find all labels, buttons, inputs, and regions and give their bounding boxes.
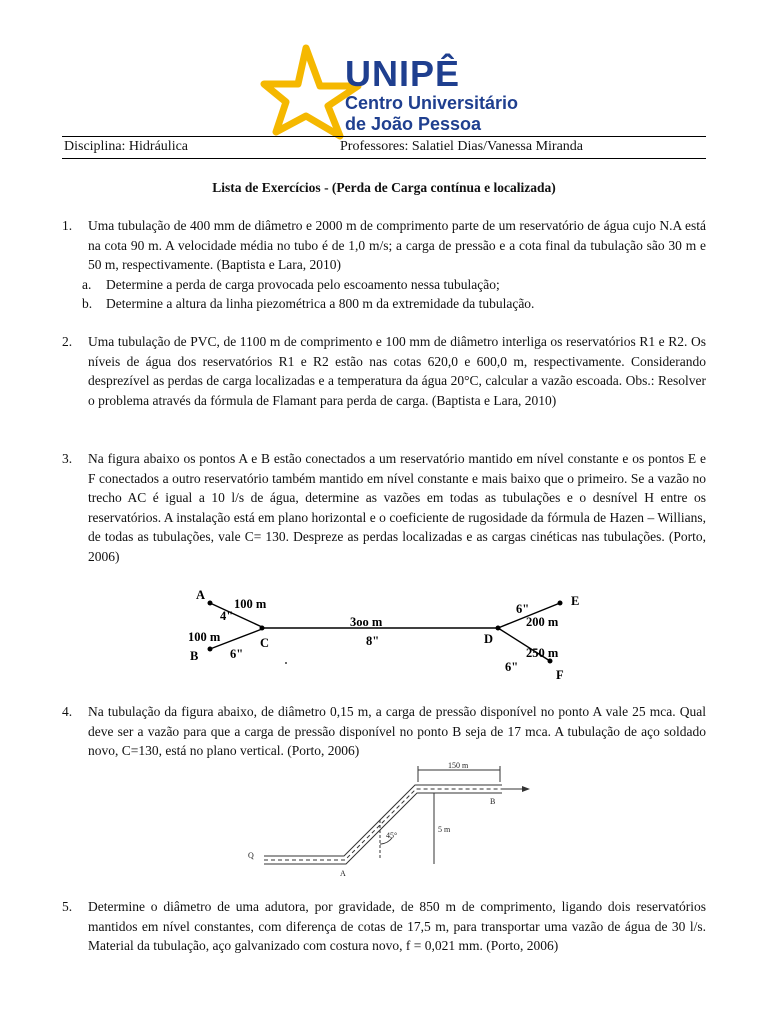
- node-C: [260, 626, 265, 631]
- brand-block: [345, 55, 518, 135]
- pipe-inner-line: [264, 793, 502, 864]
- pipe-outer: [264, 785, 502, 856]
- subquestion-a: [82, 275, 706, 295]
- label-B: B: [490, 797, 496, 806]
- pipe-centerline: [264, 789, 502, 860]
- header-bottom-rule: [62, 158, 706, 159]
- question-number: 1.: [62, 218, 73, 233]
- question-2: [62, 332, 706, 410]
- question-4: [62, 702, 706, 761]
- label-len-DE: 200 m: [526, 615, 559, 629]
- label-A: A: [196, 588, 206, 602]
- inclined-pipe-figure: [240, 760, 540, 880]
- brand-line1: Centro Universitário: [345, 93, 519, 113]
- subquestion-text: Determine a perda de carga provocada pelo escoamento nessa tubulação;: [106, 276, 500, 292]
- label-dia-CD: 8": [366, 634, 380, 648]
- flow-arrow-head: [522, 786, 530, 792]
- label-dia-AC: 4": [220, 609, 234, 623]
- label-len-CD: 3oo m: [350, 615, 383, 629]
- label-C: C: [260, 636, 270, 650]
- label-dia-DE: 6": [516, 602, 530, 616]
- page-title: Lista de Exercícios - (Perda de Carga contínua e localizada): [212, 180, 556, 195]
- label-len-BC: 100 m: [188, 630, 221, 644]
- label-dia-DF: 6": [505, 660, 519, 674]
- label-height: 5 m: [438, 825, 451, 834]
- node-B: [208, 647, 213, 652]
- question-text: Na figura abaixo os pontos A e B estão conectados a um reservatório mantido em nível constante e os pontos E e F conectados a outro reservatório também mantido em nível constante e mais baixo que o primeiro. Se a vazão no trecho AC é igual a 10 l/s de água, determine as vazões em todas as tubulações e o desnível H entre os reservatórios. A instalação está em plano horizontal e o coeficiente de rugosidade da fórmula de Hazen – Willians, de todas as tubulações, vale C= 130. Despreze as perdas localizadas e as cargas cinéticas nas tubulações. (Porto, 2006): [88, 451, 706, 564]
- label-B: B: [190, 649, 199, 663]
- question-text: Uma tubulação de PVC, de 1100 m de comprimento e 100 mm de diâmetro interliga os reservatórios R1 e R2. Os níveis de água dos reservatórios R1 e R2 estão nas cotas 620,0 e 600,0 m, respectivamente. Considerando desprezível as perdas de carga localizadas e a temperatura da água 20°C, calcular a vazão escoada. Obs.: Resolver o problema através da fórmula de Flamant para perda de carga. (Baptista e Lara, 2010): [88, 334, 706, 408]
- question-text: Na tubulação da figura abaixo, de diâmetro 0,15 m, a carga de pressão disponível no ponto A vale 25 mca. Qual deve ser a vazão para que a carga de pressão disponível no ponto B seja de 17 mca. A tubulação de aço soldado novo, C=130, está no plano vertical. (Porto, 2006): [88, 704, 706, 758]
- question-number: 3.: [62, 451, 73, 466]
- label-E: E: [571, 594, 580, 608]
- professors-label: Professores: Salatiel Dias/Vanessa Miranda: [340, 139, 583, 154]
- subquestion-text: Determine a altura da linha piezométrica a 800 m da extremidade da tubulação.: [106, 296, 535, 311]
- label-A: A: [340, 869, 346, 878]
- subquestion-b: [82, 294, 706, 314]
- brand-line2: de João Pessoa: [345, 114, 482, 134]
- label-D: D: [484, 632, 494, 646]
- node-A: [208, 601, 213, 606]
- question-text: Determine o diâmetro de uma adutora, por gravidade, de 850 m de comprimento, ligando dois reservatórios mantidos em nível constantes, com diferença de cotas de 17,5 m, para transportar uma vazão de água de 30 l/s. Material da tubulação, aço galvanizado com costura novo, f = 0,021 mm. (Porto, 2006): [88, 899, 706, 953]
- question-number: 4.: [62, 704, 73, 719]
- discipline-label: Disciplina: Hidráulica: [64, 139, 189, 154]
- question-3: [62, 449, 706, 566]
- question-number: 2.: [62, 334, 73, 349]
- brand-name: UNIPÊ: [345, 53, 461, 94]
- label-F: F: [556, 668, 564, 682]
- question-text: Uma tubulação de 400 mm de diâmetro e 2000 m de comprimento parte de um reservatório de água cujo N.A está na cota 90 m. A velocidade média no tubo é de 1,0 m/s; a carga de pressão e a cota final da tubulação são 30 m e 50 m, respectivamente. (Baptista e Lara, 2010): [88, 218, 706, 272]
- subquestion-letter: b.: [82, 296, 93, 311]
- header-top-rule: [62, 136, 706, 137]
- label-angle: 45°: [386, 831, 398, 840]
- label-horizontal: 150 m: [448, 761, 469, 770]
- question-1: [62, 216, 706, 314]
- label-dia-BC: 6": [230, 647, 244, 661]
- node-E: [558, 601, 563, 606]
- subquestion-letter: a.: [82, 276, 92, 292]
- label-flow: Q: [248, 851, 254, 860]
- node-D: [496, 626, 501, 631]
- pipe-network-figure: [180, 585, 600, 685]
- label-len-AC: 100 m: [234, 597, 267, 611]
- label-len-DF: 250 m: [526, 646, 559, 660]
- question-5: [62, 897, 706, 956]
- question-number: 5.: [62, 899, 73, 914]
